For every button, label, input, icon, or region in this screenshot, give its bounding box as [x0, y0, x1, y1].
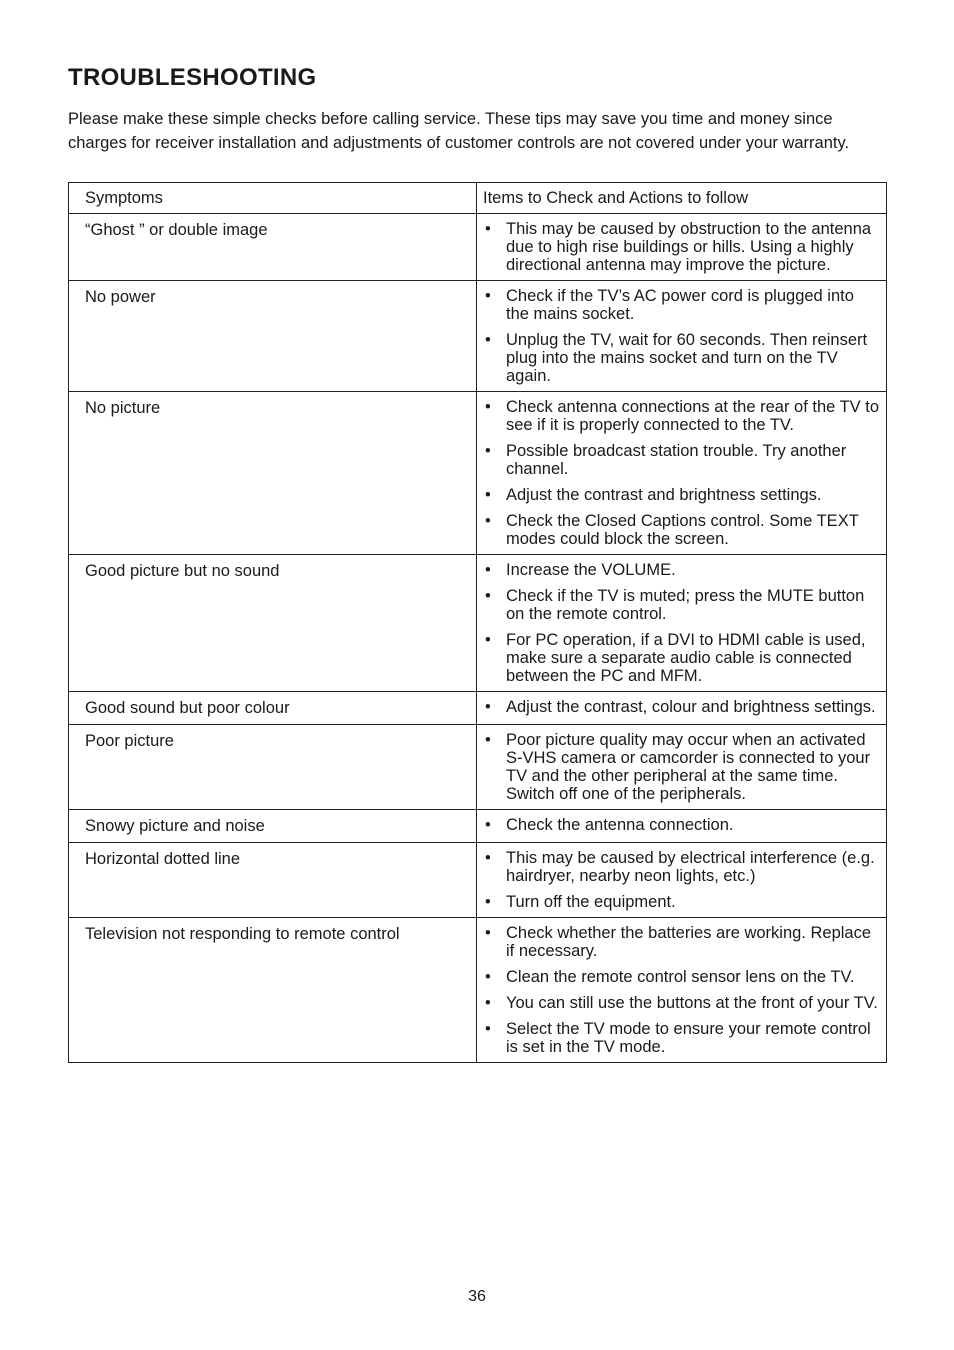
action-text: Select the TV mode to ensure your remote control is set in the TV mode.: [506, 1020, 871, 1056]
action-list: [483, 698, 880, 716]
action-text: Turn off the equipment.: [506, 893, 676, 911]
action-item: [483, 994, 880, 1012]
bullet-icon: •: [485, 631, 491, 649]
table-row: [69, 692, 887, 725]
action-text: Clean the remote control sensor lens on the TV.: [506, 968, 855, 986]
action-item: [483, 816, 880, 834]
table-row: [69, 214, 887, 281]
action-item: [483, 698, 880, 716]
action-item: [483, 486, 880, 504]
table-row: [69, 725, 887, 810]
bullet-icon: •: [485, 331, 491, 349]
action-list: [483, 398, 880, 548]
action-text: Poor picture quality may occur when an activated S-VHS camera or camcorder is connected to your TV and the other peripheral at the same time. Switch off one of the peripherals.: [506, 731, 871, 803]
action-text: Check whether the batteries are working. Replace if necessary.: [506, 924, 872, 960]
symptom-cell: “Ghost ” or double image: [69, 214, 477, 281]
bullet-icon: •: [485, 816, 491, 834]
bullet-icon: •: [485, 1020, 491, 1038]
action-text: Check the antenna connection.: [506, 816, 734, 834]
actions-cell: [477, 725, 887, 810]
bullet-icon: •: [485, 698, 491, 716]
symptom-cell: Horizontal dotted line: [69, 843, 477, 918]
action-text: Check the Closed Captions control. Some TEXT modes could block the screen.: [506, 512, 859, 548]
action-item: [483, 442, 880, 478]
action-text: Increase the VOLUME.: [506, 561, 676, 579]
action-item: [483, 924, 880, 960]
actions-cell: [477, 843, 887, 918]
bullet-icon: •: [485, 398, 491, 416]
bullet-icon: •: [485, 486, 491, 504]
action-item: [483, 893, 880, 911]
action-text: For PC operation, if a DVI to HDMI cable is used, make sure a separate audio cable is connected between the PC and MFM.: [506, 631, 866, 685]
bullet-icon: •: [485, 561, 491, 579]
action-list: [483, 561, 880, 685]
action-list: [483, 816, 880, 834]
troubleshooting-table: [68, 182, 887, 1063]
symptom-cell: Poor picture: [69, 725, 477, 810]
table-row: [69, 281, 887, 392]
action-text: You can still use the buttons at the front of your TV.: [506, 994, 878, 1012]
bullet-icon: •: [485, 587, 491, 605]
bullet-icon: •: [485, 442, 491, 460]
action-text: This may be caused by electrical interference (e.g. hairdryer, nearby neon lights, etc.): [506, 849, 875, 885]
actions-cell: [477, 555, 887, 692]
action-text: Check antenna connections at the rear of the TV to see if it is properly connected to the TV.: [506, 398, 880, 434]
actions-cell: [477, 214, 887, 281]
action-item: [483, 731, 880, 803]
action-item: [483, 287, 880, 323]
action-item: [483, 220, 880, 274]
action-item: [483, 849, 880, 885]
bullet-icon: •: [485, 994, 491, 1012]
action-text: Adjust the contrast and brightness settings.: [506, 486, 822, 504]
actions-header: Items to Check and Actions to follow: [477, 183, 887, 214]
symptom-cell: Good sound but poor colour: [69, 692, 477, 725]
action-text: Unplug the TV, wait for 60 seconds. Then reinsert plug into the mains socket and turn on the TV again.: [506, 331, 868, 385]
bullet-icon: •: [485, 893, 491, 911]
action-item: [483, 631, 880, 685]
actions-cell: [477, 281, 887, 392]
action-item: [483, 1020, 880, 1056]
action-text: Possible broadcast station trouble. Try another channel.: [506, 442, 847, 478]
actions-cell: [477, 392, 887, 555]
symptom-cell: No power: [69, 281, 477, 392]
table-row: [69, 843, 887, 918]
table-row: [69, 810, 887, 843]
action-item: [483, 968, 880, 986]
symptom-cell: Snowy picture and noise: [69, 810, 477, 843]
symptoms-header: Symptoms: [69, 183, 477, 214]
action-item: [483, 331, 880, 385]
bullet-icon: •: [485, 849, 491, 867]
action-text: This may be caused by obstruction to the antenna due to high rise buildings or hills. Using a highly directional antenna may improve the picture.: [506, 220, 872, 274]
bullet-icon: •: [485, 968, 491, 986]
page-number: 36: [468, 1288, 486, 1305]
symptom-cell: Good picture but no sound: [69, 555, 477, 692]
actions-cell: [477, 918, 887, 1063]
action-list: [483, 220, 880, 274]
action-item: [483, 587, 880, 623]
action-item: [483, 398, 880, 434]
action-text: Adjust the contrast, colour and brightness settings.: [506, 698, 876, 716]
symptom-cell: Television not responding to remote control: [69, 918, 477, 1063]
action-list: [483, 731, 880, 803]
symptom-cell: No picture: [69, 392, 477, 555]
actions-cell: [477, 810, 887, 843]
table-body: [69, 214, 887, 1063]
action-list: [483, 287, 880, 385]
action-item: [483, 561, 880, 579]
action-item: [483, 512, 880, 548]
bullet-icon: •: [485, 287, 491, 305]
table-header-row: [69, 183, 887, 214]
action-text: Check if the TV is muted; press the MUTE button on the remote control.: [506, 587, 865, 623]
table-row: [69, 918, 887, 1063]
action-list: [483, 849, 880, 911]
actions-cell: [477, 692, 887, 725]
bullet-icon: •: [485, 220, 491, 238]
page-title: TROUBLESHOOTING: [68, 64, 317, 91]
bullet-icon: •: [485, 731, 491, 749]
intro-paragraph: Please make these simple checks before calling service. These tips may save you time and money since charges for receiver installation and adjustments of customer controls are not covered under your warranty.: [68, 110, 850, 152]
bullet-icon: •: [485, 512, 491, 530]
table-row: [69, 392, 887, 555]
action-list: [483, 924, 880, 1056]
table-row: [69, 555, 887, 692]
action-text: Check if the TV’s AC power cord is plugged into the mains socket.: [506, 287, 854, 323]
bullet-icon: •: [485, 924, 491, 942]
